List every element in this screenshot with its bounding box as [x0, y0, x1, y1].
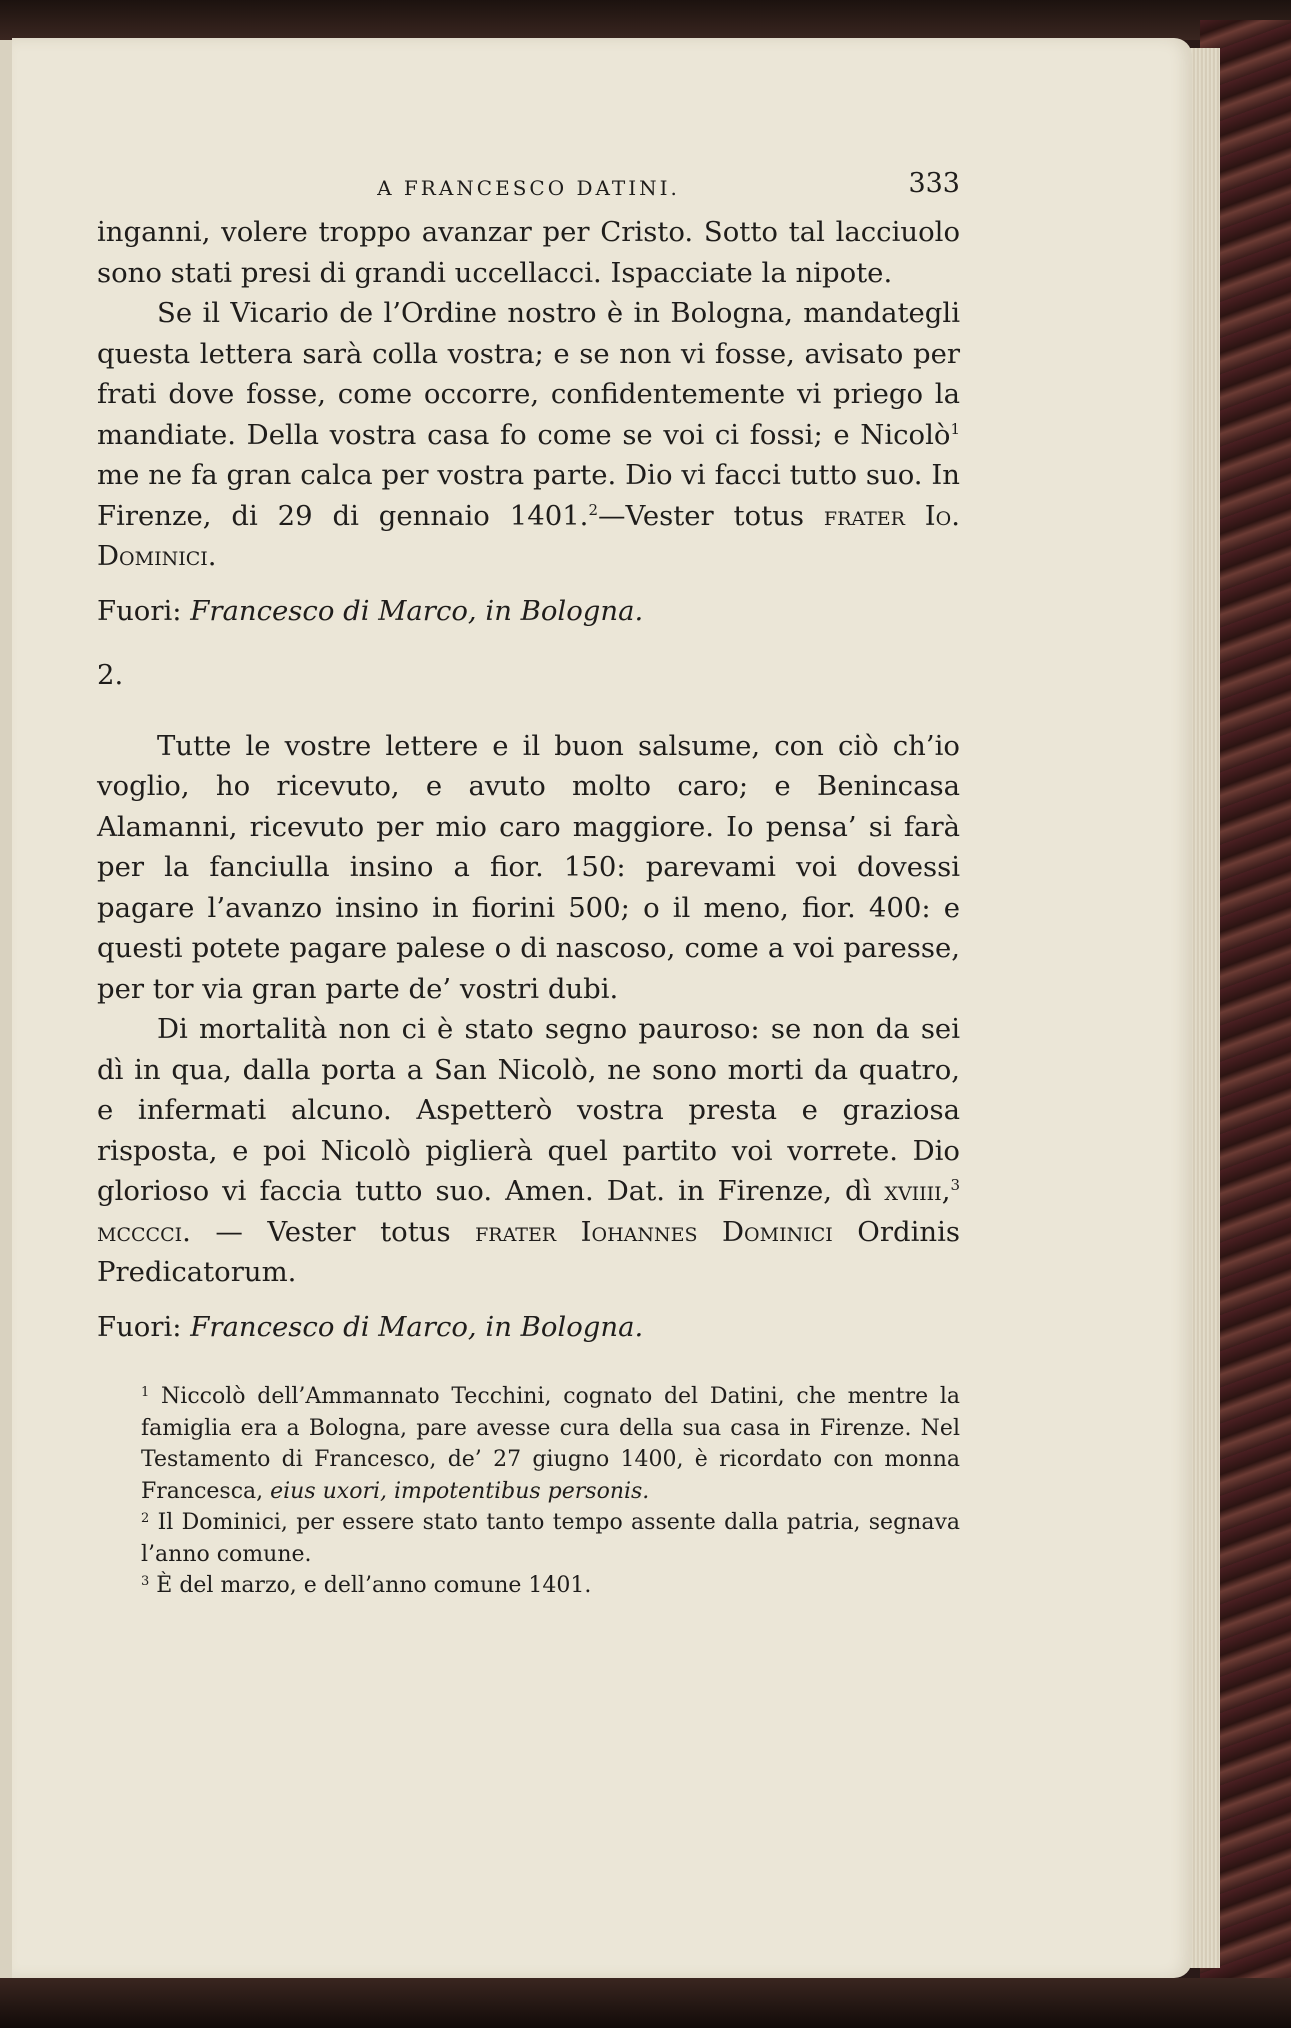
letter1-address — [97, 591, 960, 632]
letter2-signature-suffix: Ordinis Predicatorum. — [97, 1215, 960, 1288]
running-head — [97, 168, 960, 212]
footnote-2 — [141, 1507, 960, 1570]
letter2-date-year: mcccci. — [97, 1215, 191, 1248]
footnotes — [97, 1381, 960, 1602]
letter1-paragraph — [97, 293, 960, 577]
letter1-text-mid: me ne fa gran calca per vostra parte. Dio vi facci tutto suo. In Firenze, di 29 di gennaio 1401. — [97, 459, 960, 532]
footnote-1 — [141, 1381, 960, 1507]
letter1-text-start: Se il Vicario de l’Ordine nostro è in Bologna, mandategli questa lettera sarà colla vostra; e se non vi fosse, avisato per frati dove fosse, come occorre, confidentemente vi priego la mandiate. Della vostra casa fo come se voi ci fossi; e Nicolò — [97, 297, 960, 451]
footnote-3-text: È del marzo, e dell’anno comune 1401. — [149, 1573, 592, 1598]
footnote-1-mark: 1 — [141, 1385, 150, 1400]
letter2-paragraph-1: Tutte le vostre lettere e il buon salsume, con ciò ch’io voglio, ho ricevuto, e avuto molto caro; e Benincasa Alamanni, ricevuto per mio caro maggiore. Io pensa’ si farà per la fanciulla insino a fior. 150: parevami voi dovessi pagare l’avanzo insino in fiorini 500; o il meno, fior. 400: e questi potete pagare palese o di nascoso, come a voi paresse, per tor via gran parte de’ vostri dubi. — [97, 729, 960, 1005]
footnote-2-mark: 2 — [141, 1511, 150, 1526]
book-page — [12, 38, 1192, 1978]
previous-page-sliver — [0, 40, 12, 1980]
footnote-3 — [141, 1570, 960, 1602]
letter2-fuori-label: Fuori: — [97, 1310, 191, 1343]
letter2-signature: frater Iohannes Dominici — [475, 1215, 833, 1248]
page-number: 333 — [908, 168, 960, 199]
footnote-1-italic: eius uxori, impotentibus personis. — [270, 1478, 650, 1504]
page-content — [97, 168, 960, 1602]
running-head-title: A FRANCESCO DATINI. — [377, 176, 680, 200]
letter2-paragraph-2: Di mortalità non ci è stato segno pauroso: se non da sei dì in qua, dalla porta a San Nicolò, ne sono morti da quatro, e infermati alcuno. Aspetterò vostra presta e graziosa risposta, e poi Nicolò piglierà quel partito voi vorrete. Dio glorioso vi faccia tutto suo. Amen. Dat. in Firenze, dì xviiii,$^3$ mcccci. — Vester totus frater Iohannes Dominici Ordinis Predicatorum. — [97, 1013, 960, 1288]
letter1-fuori-label: Fuori: — [97, 594, 191, 627]
footnote-ref-1: 1 — [950, 419, 960, 438]
letter1-paragraph-continued: inganni, volere troppo avanzar per Cristo. Sotto tal lacciuolo sono stati presi di grandi uccellacci. Ispacciate la nipote. — [97, 216, 960, 289]
footnote-ref-3: 3 — [950, 1176, 960, 1194]
book-bottom-edge — [0, 1978, 1291, 2028]
letter2-text: Di mortalità non ci è stato segno pauroso: se non da sei dì in qua, dalla porta a San Nicolò, ne sono morti da quatro, e infermati alcuno. Aspetterò vostra presta e graziosa risposta, e poi Nicolò piglierà quel partito voi vorrete. Dio glorioso vi faccia tutto suo. Amen. Dat. in Firenze, dì — [97, 1013, 960, 1207]
footnote-1-text: Niccolò dell’Ammannato Tecchini, cognato del Datini, che mentre la famiglia era a Bologna, pare avesse cura della sua casa in Firenze. Nel Testamento di Francesco, de’ 27 giugno 1400, è ricordato con monna Francesca, — [141, 1384, 960, 1504]
letter2-valediction: — Vester totus — [190, 1215, 476, 1248]
letter1-signature: frater Io. Dominici. — [97, 499, 960, 572]
letter2-date-day: xviiii — [884, 1175, 942, 1207]
letter2-number: 2. — [97, 659, 124, 691]
footnote-3-mark: 3 — [141, 1574, 150, 1589]
letter1-fuori-address: Francesco di Marco, in Bologna. — [190, 594, 644, 627]
book-top-edge — [0, 0, 1291, 40]
footnote-2-text: Il Dominici, per essere stato tanto tempo assente dalla patria, segnava l’anno comune. — [141, 1510, 960, 1567]
footnote-ref-2: 2 — [588, 500, 598, 519]
letter1-valediction: —Vester totus — [597, 499, 824, 532]
letter2-fuori-address: Francesco di Marco, in Bologna. — [190, 1310, 644, 1343]
letter2-address — [97, 1307, 960, 1348]
